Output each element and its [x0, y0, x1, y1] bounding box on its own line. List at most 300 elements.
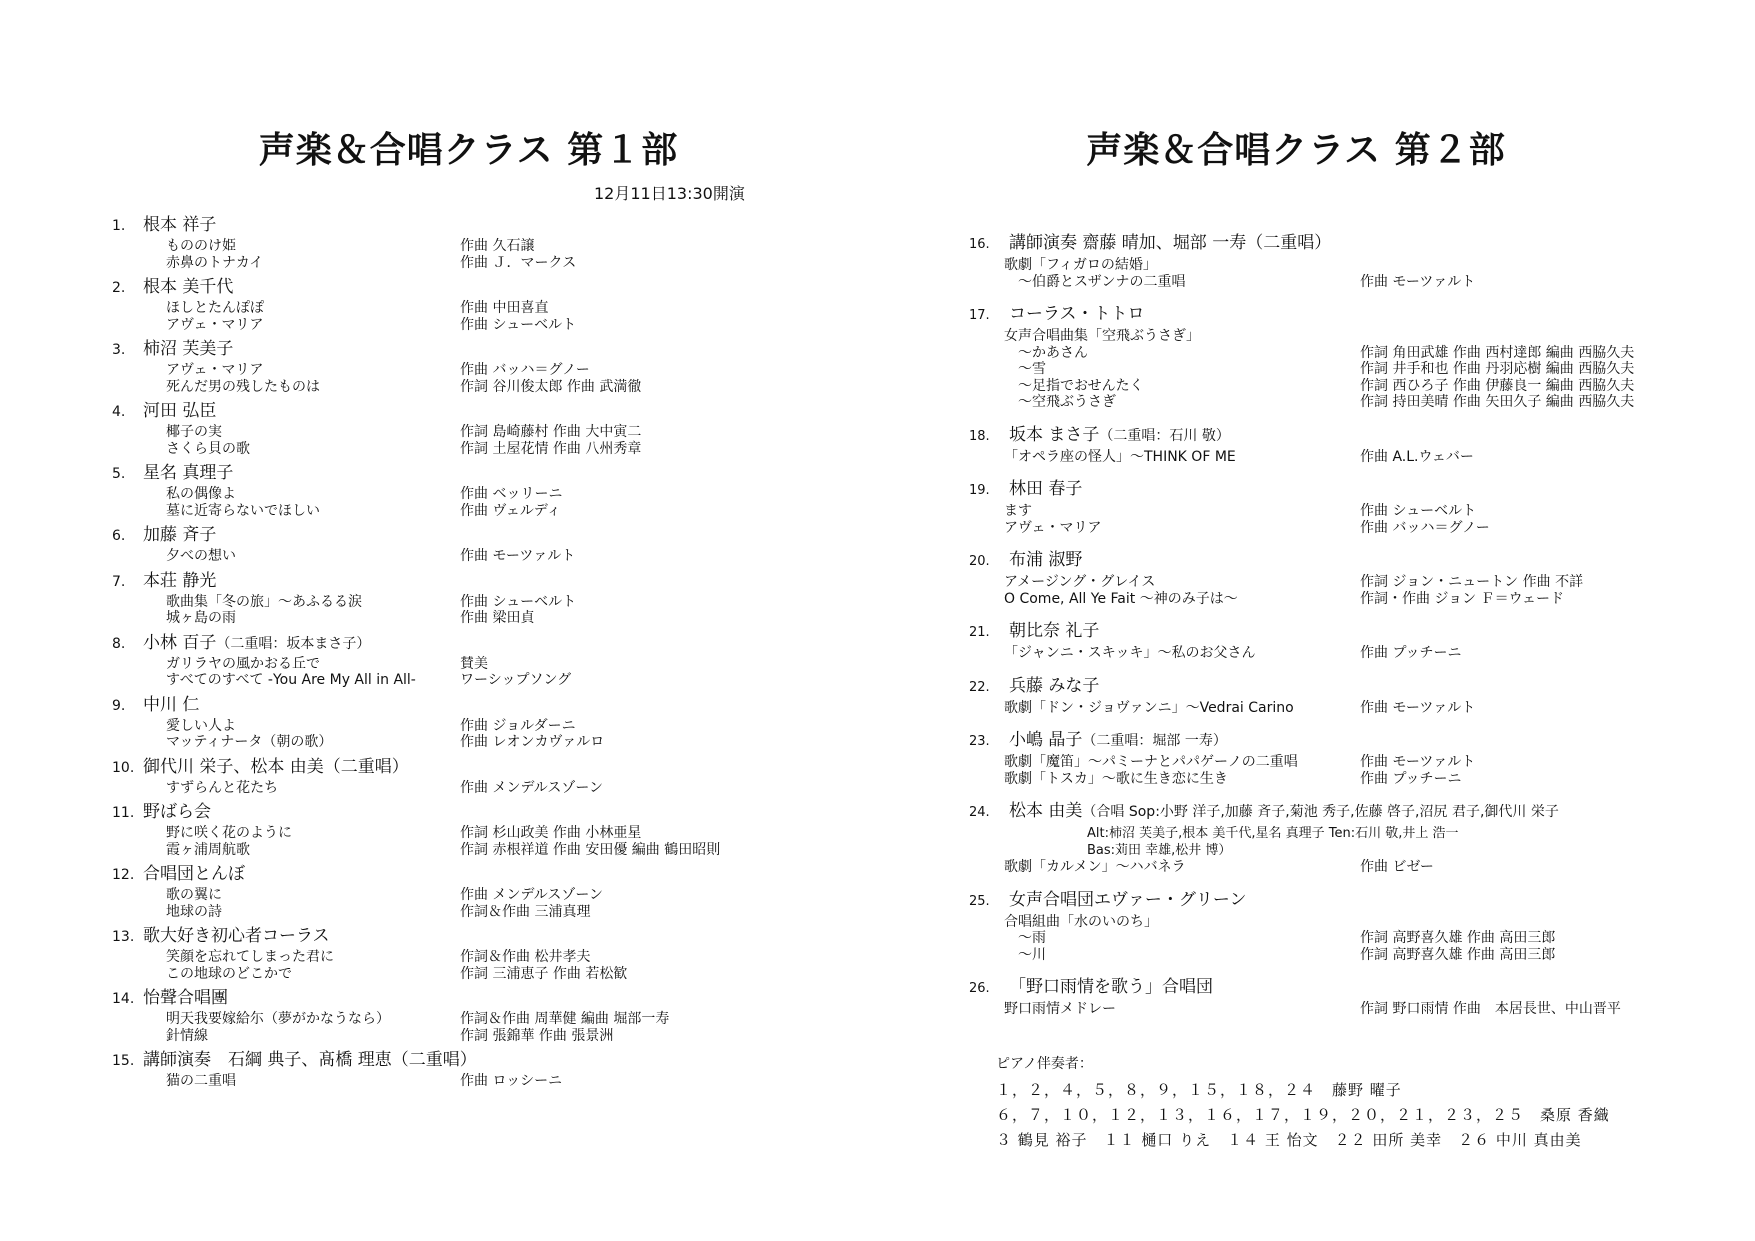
performer-note: （二重唱：石川 敬） — [1099, 427, 1230, 444]
performer-note: （二重唱：堀部 一寿） — [1082, 733, 1227, 749]
piece-title — [112, 424, 460, 441]
performer-name: 加藤 斉子 — [143, 525, 217, 545]
program-item — [969, 619, 1634, 662]
ensemble-members: Alt:柿沼 芙美子,根本 美千代,星名 真理子 Ten:石川 敬,井上 浩一 — [1087, 826, 1459, 841]
piece-title-text: ～空飛ぶうさぎ — [1018, 394, 1116, 410]
program-item — [112, 461, 720, 519]
piece-title-text: 歌劇「ドン・ジョヴァンニ」～Vedrai Carino — [1004, 699, 1294, 716]
piece-title-text: 合唱組曲「水のいのち」 — [1004, 913, 1158, 930]
program-item-heading — [112, 275, 720, 300]
piece-row — [969, 257, 1634, 274]
performer-note: （二重唱：坂本まさ子） — [216, 635, 371, 652]
program-item-heading — [112, 986, 720, 1011]
piece-title-text: 墓に近寄らないでほしい — [166, 502, 320, 519]
piece-row — [969, 859, 1634, 876]
piece-composer: 作曲 プッチーニ — [1360, 645, 1462, 661]
program-item — [112, 693, 720, 751]
program-number: 26. — [969, 981, 990, 996]
piece-row — [112, 842, 720, 859]
piece-title — [112, 734, 460, 751]
piece-title-text: 「ジャンニ・スキッキ」～私のお父さん — [1004, 645, 1256, 661]
piece-row — [969, 394, 1634, 411]
piece-row — [969, 361, 1634, 378]
piece-title-text: アメージング・グレイス — [1004, 574, 1156, 590]
program-item — [112, 755, 720, 797]
piece-title-text: ます — [1004, 503, 1032, 519]
performer-name: 講師演奏 齋藤 晴加、堀部 一寿（二重唱） — [1009, 233, 1332, 253]
piece-title-text: 城ヶ島の雨 — [166, 610, 236, 626]
piece-title — [969, 947, 1360, 964]
piece-composer: 作詞 谷川俊太郎 作曲 武満徹 — [460, 378, 642, 395]
program-number: 25. — [969, 893, 990, 909]
program-item — [112, 924, 720, 982]
piece-composer: 作曲 ジョルダーニ — [460, 717, 576, 734]
piece-composer: 作曲 バッハ＝グノー — [1360, 519, 1490, 536]
piece-title-text: もののけ姫 — [166, 238, 236, 254]
program-number: 11. — [112, 805, 135, 821]
piece-title-text: 「オペラ座の怪人」～THINK OF ME — [1004, 448, 1236, 465]
piece-composer: 作詞 高野喜久雄 作曲 高田三郎 — [1360, 930, 1556, 946]
piece-title — [969, 1001, 1360, 1018]
program-number: 24. — [969, 805, 990, 820]
program-number: 13. — [112, 929, 135, 945]
piece-composer: 作曲 メンデルスゾーン — [460, 887, 604, 903]
accompanists-label: ピアノ伴奏者： — [996, 1056, 1093, 1072]
piece-title — [112, 486, 460, 503]
program-item — [112, 337, 720, 395]
piece-row — [112, 486, 720, 503]
piece-row — [112, 1073, 720, 1090]
program-item-heading — [969, 231, 1634, 257]
piece-title — [969, 394, 1360, 411]
piece-composer: ワーシップソング — [460, 672, 572, 688]
piece-title — [969, 930, 1360, 947]
program-item — [969, 231, 1634, 290]
program-item — [112, 569, 720, 627]
piece-composer: 作詞 ジョン・ニュートン 作曲 不詳 — [1360, 574, 1584, 590]
piece-row — [112, 610, 720, 627]
program-item-heading — [969, 423, 1634, 449]
piece-title-text: 野に咲く花のように — [166, 825, 292, 841]
piece-composer: 作詞＆作曲 松井孝夫 — [460, 949, 591, 965]
program-item-heading — [112, 461, 720, 486]
piece-composer: 作詞＆作曲 三浦真理 — [460, 903, 591, 920]
piece-row — [112, 734, 720, 751]
piece-composer: 作曲 メンデルスゾーン — [460, 779, 604, 796]
piece-title — [112, 379, 460, 396]
piece-composer: 作曲 バッハ＝グノー — [460, 362, 590, 378]
piece-title-text: 猫の二重唱 — [166, 1073, 236, 1089]
piece-title-text: ～かあさん — [1018, 344, 1088, 361]
performer-name: 朝比奈 礼子 — [1009, 621, 1100, 641]
piece-composer: 作詞・作曲 ジョン Ｆ＝ウェード — [1360, 590, 1565, 607]
program-item — [969, 799, 1634, 876]
program-number: 20. — [969, 554, 990, 569]
ensemble-members: Bas:苅田 幸雄,松井 博） — [1087, 843, 1232, 858]
accompanist-row: ６，７，１０，１２，１３，１６，１７，１９，２０，２１，２３，２５ 桑原 香織 — [996, 1106, 1610, 1124]
accompanist-row: １，２，４，５，８，９，１５，１８，２４ 藤野 曜子 — [996, 1081, 1402, 1099]
piece-composer: 作曲 中田喜直 — [460, 300, 549, 316]
piece-row — [112, 379, 720, 396]
piece-composer: 作曲 シューベルト — [460, 593, 577, 610]
piece-title — [112, 503, 460, 520]
piece-title — [112, 887, 460, 904]
piece-title — [969, 449, 1360, 466]
piece-row — [112, 672, 720, 689]
piece-title-text: アヴェ・マリア — [166, 362, 264, 378]
piece-composer: 作詞＆作曲 周華健 編曲 堀部一寿 — [460, 1011, 670, 1027]
program-item — [112, 275, 720, 333]
piece-row — [112, 548, 720, 565]
program-item-heading — [112, 213, 720, 238]
performer-name: 「野口雨情を歌う」合唱団 — [1009, 977, 1213, 997]
program-item-heading — [969, 888, 1634, 914]
piece-composer: 作曲 プッチーニ — [1360, 770, 1462, 787]
piece-row — [112, 424, 720, 441]
program-item — [969, 302, 1634, 411]
piece-title — [969, 914, 1360, 931]
part-2-program-list — [969, 231, 1634, 1030]
piece-title — [112, 656, 460, 673]
piece-row — [969, 345, 1634, 362]
program-item — [112, 631, 720, 689]
part-1-program-list — [112, 213, 720, 1094]
piece-composer: 作曲 モーツァルト — [1360, 754, 1476, 770]
program-number: 4. — [112, 404, 126, 420]
piece-row — [969, 771, 1634, 788]
performer-name: 小林 百子 — [143, 632, 217, 653]
piece-composer: 作曲 A.L.ウェバー — [1360, 448, 1474, 465]
program-item-heading — [969, 674, 1634, 700]
piece-title-text: ほしとたんぽぽ — [166, 300, 264, 316]
program-item — [969, 888, 1634, 964]
piece-composer: 作曲 ヴェルディ — [460, 502, 561, 519]
performance-start-time: 12月11日13:30開演 — [594, 184, 745, 203]
performer-name: 星名 真理子 — [143, 463, 234, 483]
piece-composer: 作曲 梁田貞 — [460, 610, 535, 626]
piece-title-text: さくら貝の歌 — [166, 440, 250, 457]
piece-composer: 作曲 シューベルト — [460, 316, 577, 333]
piece-composer: 作曲 久石譲 — [460, 238, 535, 254]
program-item-heading — [112, 337, 720, 362]
performer-name: 兵藤 みな子 — [1009, 675, 1100, 696]
program-item-heading — [969, 477, 1634, 503]
piece-row — [969, 503, 1634, 520]
performer-name: コーラス・トトロ — [1009, 304, 1145, 324]
performer-name: 松本 由美 — [1009, 801, 1083, 821]
piece-composer: 作詞 持田美晴 作曲 矢田久子 編曲 西脇久夫 — [1360, 394, 1635, 410]
program-item — [969, 423, 1634, 466]
piece-title — [969, 859, 1360, 876]
piece-title — [112, 842, 460, 859]
program-item-heading — [112, 631, 720, 656]
piece-row — [112, 300, 720, 317]
piece-title-text: 赤鼻のトナカイ — [166, 254, 264, 271]
performer-name: 布浦 淑野 — [1009, 550, 1083, 570]
piece-title — [969, 328, 1360, 345]
piece-title-text: 歌劇「カルメン」～ハバネラ — [1004, 859, 1186, 875]
piece-title-text: ～足指でおせんたく — [1018, 377, 1144, 394]
piece-title — [969, 257, 1360, 274]
program-item-heading — [969, 799, 1634, 825]
piece-title — [969, 574, 1360, 591]
program-number: 3. — [112, 342, 126, 358]
program-number: 10. — [112, 759, 135, 776]
piece-row — [969, 591, 1634, 608]
piece-composer: 作詞 西ひろ子 作曲 伊藤良一 編曲 西脇久夫 — [1360, 377, 1635, 394]
program-item-heading — [112, 569, 720, 594]
performer-name: 歌大好き初心者コーラス — [143, 926, 330, 946]
performer-name: 河田 弘臣 — [143, 401, 217, 421]
piece-title-text: ～雪 — [1018, 361, 1046, 377]
piece-composer: 作詞 島崎藤村 作曲 大中寅二 — [460, 424, 642, 440]
performer-name: 怡聲合唱團 — [143, 988, 228, 1008]
piece-title — [112, 672, 460, 689]
piece-composer: 作曲 ビゼー — [1360, 859, 1434, 875]
piece-row — [112, 594, 720, 611]
program-item — [969, 674, 1634, 717]
program-item-heading — [112, 1048, 720, 1073]
piece-title — [969, 345, 1360, 362]
performer-name: 女声合唱団エヴァー・グリーン — [1009, 889, 1247, 910]
program-number: 12. — [112, 867, 135, 883]
piece-row — [112, 718, 720, 735]
program-number: 18. — [969, 428, 990, 444]
piece-composer: 作詞 野口雨情 作曲 本居長世、中山晋平 — [1360, 1001, 1621, 1017]
piece-row — [112, 362, 720, 379]
program-item-heading — [112, 523, 720, 548]
piece-composer: 作曲 モーツァルト — [460, 548, 576, 564]
piece-row — [969, 574, 1634, 591]
performer-name: 合唱団とんぼ — [143, 864, 245, 884]
program-item-heading — [112, 800, 720, 825]
program-item — [969, 477, 1634, 536]
piece-title — [112, 1073, 460, 1090]
program-number: 23. — [969, 734, 990, 749]
piece-title — [969, 645, 1360, 662]
performer-name: 小嶋 晶子 — [1009, 730, 1083, 750]
piece-row — [969, 378, 1634, 395]
piece-title-text: 明天我要嫁給尓（夢がかなうなら） — [166, 1011, 390, 1027]
piece-title — [969, 754, 1360, 771]
piece-row — [969, 449, 1634, 466]
piece-title-text: 死んだ男の残したものは — [166, 378, 320, 395]
program-number: 1. — [112, 218, 126, 234]
performer-name: 御代川 栄子、松本 由美（二重唱） — [143, 756, 409, 777]
piece-composer: 作曲 ベッリーニ — [460, 486, 563, 502]
program-item — [112, 986, 720, 1044]
piece-composer: 作詞 土屋花情 作曲 八州秀章 — [460, 440, 642, 457]
piece-title — [969, 378, 1360, 395]
piece-title — [112, 362, 460, 379]
piece-composer: 作詞 赤根祥道 作曲 安田優 編曲 鶴田昭則 — [460, 841, 721, 858]
piece-composer: 作詞 高野喜久雄 作曲 高田三郎 — [1360, 946, 1556, 963]
piece-row — [112, 317, 720, 334]
piece-title-text: すべてのすべて -You Are My All in All- — [166, 672, 416, 688]
piece-composer: 作曲 Ｊ．マークス — [460, 254, 577, 271]
program-item — [112, 800, 720, 858]
piece-row — [112, 780, 720, 797]
piece-title — [112, 610, 460, 627]
piece-row — [112, 656, 720, 673]
piece-row — [969, 520, 1634, 537]
piece-title-text: 地球の詩 — [166, 903, 222, 920]
piece-title-text: ～川 — [1018, 946, 1046, 963]
piece-title-text: 笑顔を忘れてしまった君に — [166, 949, 334, 965]
piece-title-text: 歌曲集「冬の旅」～あふるる涙 — [166, 593, 362, 610]
piece-row — [112, 966, 720, 983]
piece-title — [112, 949, 460, 966]
piece-composer: 作曲 ロッシーニ — [460, 1073, 563, 1089]
piece-title-text: 野口雨情メドレー — [1004, 1001, 1116, 1017]
piece-title-text: アヴェ・マリア — [166, 316, 264, 333]
performer-name: 林田 春子 — [1009, 479, 1083, 499]
piece-title-text: 歌の翼に — [166, 887, 222, 903]
piece-title-text: ～伯爵とスザンナの二重唱 — [1018, 273, 1186, 290]
piece-title — [969, 591, 1360, 608]
program-item-heading — [112, 693, 720, 718]
piece-title — [112, 904, 460, 921]
piece-row — [969, 645, 1634, 662]
piece-row — [112, 904, 720, 921]
accompanist-row: ３ 鶴見 裕子 １１ 樋口 りえ １４ 王 怡文 ２２ 田所 美幸 ２６ 中川 真由美 — [996, 1131, 1582, 1149]
program-item-heading — [112, 924, 720, 949]
performer-name: 根本 祥子 — [143, 215, 217, 235]
piece-title — [112, 317, 460, 334]
piece-row — [112, 825, 720, 842]
piece-row — [969, 754, 1634, 771]
piece-title — [112, 548, 460, 565]
piece-title — [112, 718, 460, 735]
piece-row — [969, 700, 1634, 717]
performer-name: 中川 仁 — [143, 694, 200, 715]
piece-row — [969, 274, 1634, 291]
program-number: 6. — [112, 528, 126, 544]
program-item — [969, 728, 1634, 787]
program-number: 21. — [969, 625, 990, 640]
program-number: 22. — [969, 679, 990, 695]
piece-row — [112, 949, 720, 966]
piece-title — [969, 700, 1360, 717]
piece-title-text: アヴェ・マリア — [1004, 519, 1102, 536]
program-item-heading — [969, 619, 1634, 645]
program-number: 7. — [112, 573, 126, 590]
piece-title — [112, 300, 460, 317]
piece-title — [112, 780, 460, 797]
piece-title-text: 私の偶像よ — [166, 486, 236, 502]
piece-title-text: ～雨 — [1018, 930, 1046, 946]
piece-title-text: 愛しい人よ — [166, 717, 236, 734]
piece-composer: 作曲 モーツァルト — [1360, 699, 1476, 716]
piece-row — [969, 1001, 1634, 1018]
piece-row — [112, 503, 720, 520]
piece-title-text: 歌劇「トスカ」～歌に生き恋に生き — [1004, 770, 1228, 787]
piece-title — [112, 966, 460, 983]
piece-title — [112, 825, 460, 842]
performer-name: 本荘 静光 — [143, 570, 217, 591]
piece-row — [112, 255, 720, 272]
piece-title-text: ガリラヤの風かおる丘で — [166, 655, 320, 672]
piece-title — [969, 771, 1360, 788]
program-item-heading — [112, 399, 720, 424]
piece-row — [969, 930, 1634, 947]
piece-composer: 作詞 井手和也 作曲 丹羽応樹 編曲 西脇久夫 — [1360, 361, 1635, 377]
piece-title — [969, 274, 1360, 291]
performer-name: 講師演奏 石綱 典子、髙橋 理恵（二重唱） — [143, 1050, 477, 1070]
piece-title — [112, 441, 460, 458]
piece-composer: 賛美 — [460, 655, 488, 672]
program-item — [112, 1048, 720, 1090]
program-number: 19. — [969, 483, 990, 498]
piece-title — [112, 238, 460, 255]
piece-row — [969, 328, 1634, 345]
piece-composer: 作詞 三浦恵子 作曲 若松歓 — [460, 965, 628, 982]
program-number: 15. — [112, 1053, 135, 1069]
program-item-heading — [969, 302, 1634, 328]
piece-row — [112, 1011, 720, 1028]
program-item-heading — [969, 548, 1634, 574]
piece-row — [112, 441, 720, 458]
performer-name: 柿沼 芙美子 — [143, 339, 234, 359]
piece-row — [112, 1028, 720, 1045]
program-number: 2. — [112, 280, 126, 296]
piece-title-text: 霞ヶ浦周航歌 — [166, 841, 250, 858]
performer-note: （合唱 Sop:小野 洋子,加藤 斉子,菊池 秀子,佐藤 啓子,沼尻 君子,御代川 栄子 — [1082, 804, 1559, 820]
piece-title-text: 針情線 — [166, 1027, 208, 1044]
piece-composer: 作詞 張錦華 作曲 張景洲 — [460, 1027, 614, 1044]
program-number: 9. — [112, 697, 126, 714]
piece-title-text: O Come, All Ye Fait ～神のみ子は～ — [1004, 590, 1238, 607]
program-item — [969, 548, 1634, 607]
part-2-title: 声楽＆合唱クラス 第２部 — [1086, 130, 1506, 171]
piece-title-text: マッティナータ（朝の歌） — [166, 734, 333, 750]
program-number: 5. — [112, 466, 126, 482]
piece-composer: 作曲 レオンカヴァルロ — [460, 734, 605, 750]
piece-title — [112, 255, 460, 272]
piece-row — [112, 887, 720, 904]
performer-name: 坂本 まさ子 — [1009, 424, 1100, 445]
piece-composer: 作詞 角田武雄 作曲 西村達郎 編曲 西脇久夫 — [1360, 344, 1635, 361]
piano-accompanists — [996, 1052, 1610, 1153]
part-1-title: 声楽＆合唱クラス 第１部 — [258, 130, 679, 171]
piece-row — [969, 914, 1634, 931]
performer-name: 野ばら会 — [143, 802, 211, 822]
piece-composer: 作曲 シューベルト — [1360, 503, 1477, 519]
program-item — [112, 862, 720, 920]
program-item — [112, 399, 720, 457]
piece-title — [112, 1011, 460, 1028]
piece-title-text: 夕べの想い — [166, 548, 236, 564]
piece-title — [969, 520, 1360, 537]
piece-title — [112, 1028, 460, 1045]
piece-row — [969, 947, 1634, 964]
program-item — [969, 975, 1634, 1018]
program-item — [112, 213, 720, 271]
program-number: 16. — [969, 237, 990, 252]
program-item-heading — [112, 755, 720, 780]
piece-title-text: すずらんと花たち — [166, 779, 279, 796]
piece-title-text: 椰子の実 — [166, 424, 222, 440]
piece-title — [969, 503, 1360, 520]
program-item — [112, 523, 720, 565]
piece-title-text: この地球のどこかで — [166, 965, 292, 982]
program-item-heading — [969, 975, 1634, 1001]
piece-row — [112, 238, 720, 255]
program-item-heading — [112, 862, 720, 887]
program-number: 17. — [969, 308, 990, 323]
piece-composer: 作詞 杉山政美 作曲 小林亜星 — [460, 825, 642, 841]
piece-title-text: 歌劇「フィガロの結婚」 — [1004, 257, 1157, 273]
